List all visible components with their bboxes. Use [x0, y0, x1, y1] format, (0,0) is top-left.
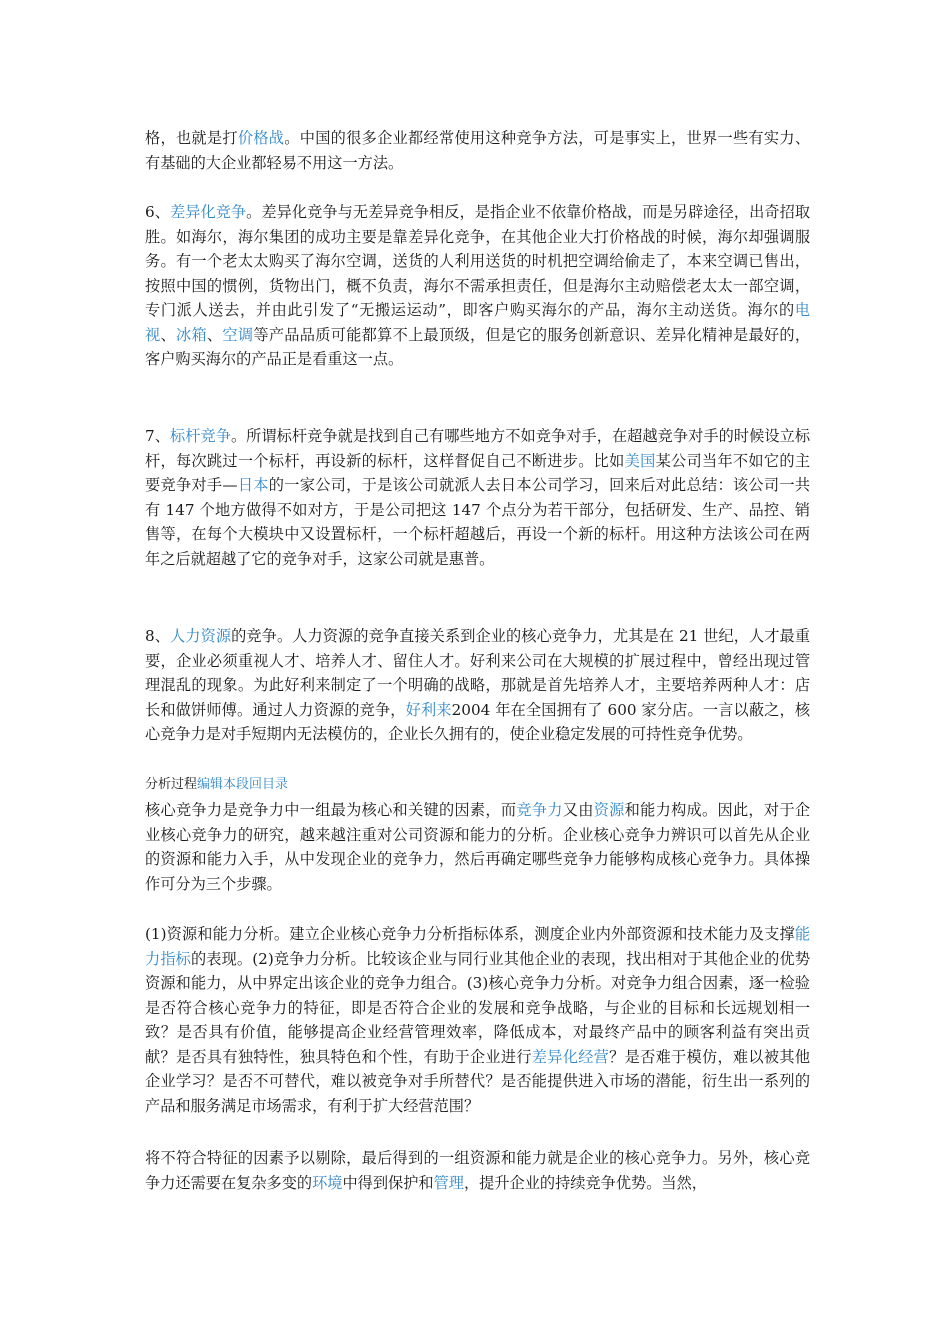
text-run: 核心竞争力是竞争力中一组最为核心和关键的因素，而: [145, 801, 517, 819]
paragraph-conclusion: [145, 1146, 810, 1195]
inline-link[interactable]: 标杆竞争: [169, 427, 231, 445]
inline-link[interactable]: 美国: [624, 451, 656, 470]
text-run: 中得到保护和: [342, 1173, 434, 1192]
text-run: 的竞争。人力资源的竞争直接关系到企业的核心竞争力，尤其是在 21 世纪，人才最重要，企业必须重视人才、培养人才、留住人才。好利来公司在大规模的扩展过程中，曾经出现过管理混乱的现象。为此好利来制定了一个明确的战略，那就是首先培养人才，主要培养两种人才：店长和做饼师傅。通过人力资源的竞争，: [145, 627, 811, 719]
edit-section-link[interactable]: 编辑本段: [197, 777, 250, 792]
text-run: 、: [206, 325, 223, 344]
back-to-toc-link[interactable]: 回目录: [249, 777, 289, 792]
inline-link[interactable]: 竞争力: [516, 801, 563, 819]
inline-link[interactable]: 价格战: [237, 129, 285, 147]
text-run: 的表现。(2)竞争力分析。比较该企业与同行业其他企业的表现，找出相对于其他企业的优势资源和能力，从中界定出该企业的竞争力组合。(3)核心竞争力分析。对竞争力组合因素，逐一检验是否符合核心竞争力的特征，即是否符合企业的发展和竞争战略，与企业的目标和长远规划相一致？是否具有价值，能够提高企业经营管理效率，降低成本，对最终产品中的顾客利益有突出贡献？是否具有独特性，独具特色和个性，有助于企业进行: [145, 949, 811, 1066]
text-run: 。差异化竞争与无差异竞争相反，是指企业不依靠价格战，而是另辟途径，出奇招取胜。如海尔，海尔集团的成功主要是靠差异化竞争，在其他企业大打价格战的时候，海尔却强调服务。有一个老太太购买了海尔空调，送货的人利用送货的时机把空调给偷走了，本来空调已售出，按照中国的惯例，货物出门，概不负责，海尔不需承担责任，但是海尔主动赔偿老太太一部空调，专门派人送去，并由此引发了“无搬运运动”，即客户购买海尔的产品，海尔主动送货。海尔的: [145, 203, 811, 319]
text-run: 的一家公司，于是该公司就派人去日本公司学习，回来后对此总结：该公司一共有 147 个地方做得不如对方，于是公司把这 147 个点分为若干部分，包括研发、生产、品控、销售等，在每个大模块中又设置标杆，一个标杆超越后，再设一个新的标杆。用这种方法该公司在两年之后就超越了它的竞争对手，这家公司就是惠普。: [145, 476, 811, 568]
text-run: 6、: [145, 203, 170, 221]
text-run: 、: [160, 325, 176, 344]
inline-link[interactable]: 好利来: [405, 700, 452, 719]
text-run: 。所谓标杆竞争就是找到自己有哪些地方不如竞争对手，在超越竞争对手的时候设立标杆，每次跳过一个标杆，再设新的标杆，这样督促自己不断进步。比如: [145, 427, 811, 470]
text-run: 格，也就是打: [145, 129, 238, 147]
text-run: ，提升企业的持续竞争优势。当然，: [463, 1173, 707, 1192]
text-run: 某公司当年不如它的主要竞争对手—: [145, 451, 811, 494]
text-run: 2004 年在全国拥有了 600 家分店。一言以蔽之，核心竞争力是对手短期内无法模仿的，企业长久拥有的，使企业稳定发展的可持性竞争优势。: [145, 700, 811, 743]
text-run: ？是否难于模仿，难以被其他企业学习？是否不可替代，难以被竞争对手所替代？是否能提供进入市场的潜能，衍生出一系列的产品和服务满足市场需求，有利于扩大经营范围？: [145, 1047, 811, 1115]
paragraph-benchmark: [145, 424, 810, 571]
inline-link[interactable]: 能力指标: [145, 925, 810, 968]
inline-link[interactable]: 冰箱: [175, 325, 207, 344]
paragraph-analysis-steps: [145, 922, 810, 1118]
inline-link[interactable]: 管理: [433, 1173, 464, 1192]
inline-link[interactable]: 人力资源: [170, 627, 232, 645]
text-run: 和能力构成。因此，对于企业核心竞争力的研究，越来越注重对公司资源和能力的分析。企业核心竞争力辨识可以首先从企业的资源和能力入手，从中发现企业的竞争力，然后再确定哪些竞争力能够构成核心竞争力。具体操作可分为三个步骤。: [145, 801, 811, 893]
inline-link[interactable]: 差异化经营: [531, 1047, 610, 1066]
text-run: 8、: [145, 627, 171, 645]
inline-link[interactable]: 资源: [593, 801, 625, 819]
inline-link[interactable]: 差异化竞争: [169, 203, 247, 221]
text-run: 又由: [562, 801, 594, 819]
inline-link[interactable]: 空调: [222, 325, 254, 344]
text-run: 等产品品质可能都算不上最顶级，但是它的服务创新意识、差异化精神是最好的，客户购买海尔的产品正是看重这一点。: [145, 325, 811, 368]
section-title: 分析过程: [145, 777, 198, 792]
text-run: (1)资源和能力分析。建立企业核心竞争力分析指标体系，测度企业内外部资源和技术能力及支撑: [145, 925, 795, 943]
text-run: 。中国的很多企业都经常使用这种竞争方法，可是事实上，世界一些有实力、有基础的大企业都轻易不用这一方法。: [145, 129, 811, 172]
section-heading-analysis: [145, 776, 810, 794]
paragraph-human-resources: [145, 624, 810, 747]
text-run: 7、: [145, 427, 170, 445]
paragraph-price-war-end: [145, 126, 810, 175]
paragraph-core-competence: [145, 798, 810, 896]
inline-link[interactable]: 环境: [312, 1173, 343, 1192]
paragraph-differentiation: [145, 200, 810, 372]
inline-link[interactable]: 日本: [237, 476, 269, 494]
text-run: 将不符合特征的因素予以剔除，最后得到的一组资源和能力就是企业的核心竞争力。另外，核心竞争力还需要在复杂多变的: [145, 1149, 810, 1192]
inline-link[interactable]: 电视: [145, 301, 810, 344]
